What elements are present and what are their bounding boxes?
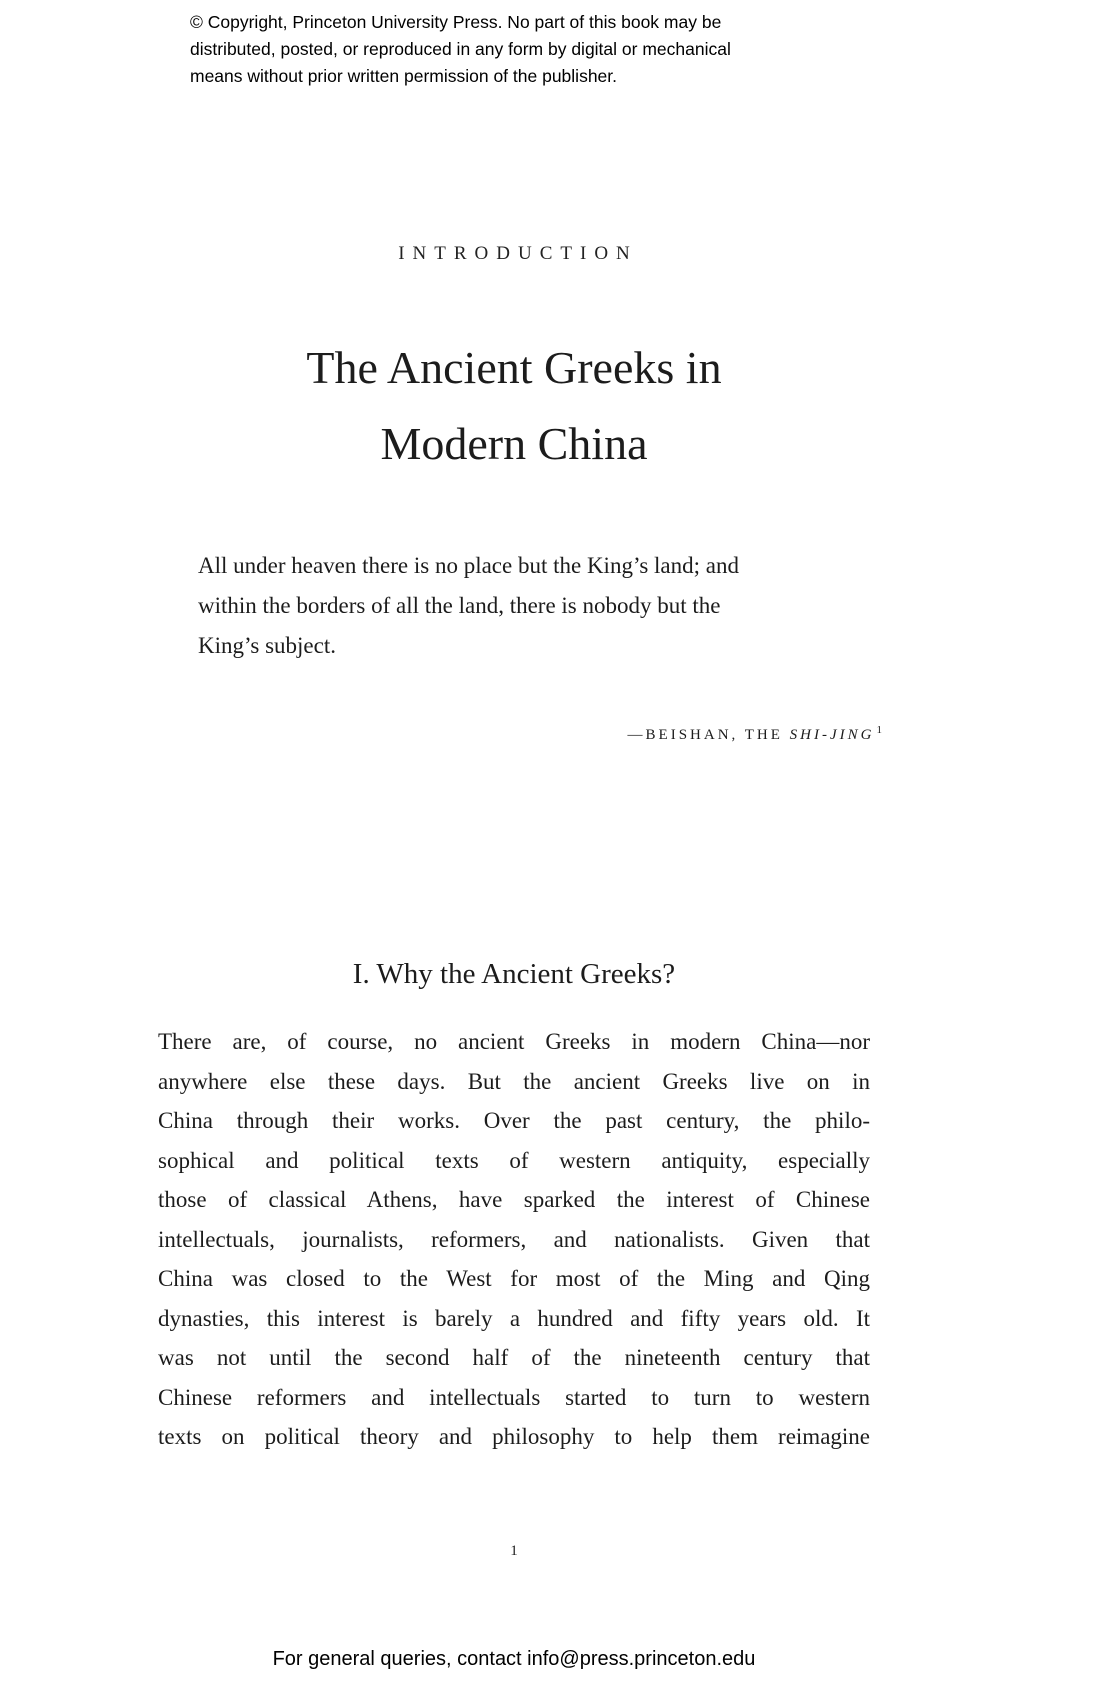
chapter-title-line: The Ancient Greeks in	[306, 342, 722, 393]
copyright-line: means without prior written permission of the publisher.	[190, 66, 618, 86]
body-line: sophical and political texts of western antiquity, especially	[158, 1147, 870, 1173]
copyright-line: distributed, posted, or reproduced in any form by digital or mechanical	[190, 39, 731, 59]
chapter-title	[158, 330, 870, 482]
body-line: those of classical Athens, have sparked the interest of Chinese	[158, 1187, 870, 1212]
page-number: 1	[510, 1543, 518, 1559]
body-line: was not until the second half of the nineteenth century that	[158, 1345, 870, 1370]
section-heading: I. Why the Ancient Greeks?	[352, 958, 676, 990]
chapter-kicker: INTRODUCTION	[398, 243, 638, 264]
attribution-work-title: SHI-JING	[789, 727, 875, 743]
epigraph-line: All under heaven there is no place but the King’s land; and	[198, 553, 739, 578]
body-line: anywhere else these days. But the ancient Greeks live on in	[158, 1068, 870, 1094]
body-line: China through their works. Over the past century, the philo-	[158, 1108, 870, 1133]
body-paragraph	[158, 1022, 870, 1457]
footnote-marker: 1	[876, 724, 882, 736]
body-line: Chinese reformers and intellectuals started to turn to western	[158, 1384, 870, 1410]
chapter-title-line: Modern China	[380, 418, 648, 469]
body-line: dynasties, this interest is barely a hundred and fifty years old. It	[158, 1305, 870, 1331]
body-line: China was closed to the West for most of the Ming and Qing	[158, 1266, 870, 1291]
footer-contact-line: For general queries, contact info@press.princeton.edu	[272, 1648, 756, 1670]
epigraph-line: within the borders of all the land, there is nobody but the	[198, 593, 721, 618]
body-line: texts on political theory and philosophy to help them reimagine	[158, 1424, 870, 1449]
body-line: intellectuals, journalists, reformers, and nationalists. Given that	[158, 1226, 870, 1252]
epigraph-attribution	[198, 724, 882, 744]
copyright-line: © Copyright, Princeton University Press. No part of this book may be	[190, 12, 722, 32]
body-line: There are, of course, no ancient Greeks in modern China—nor	[158, 1029, 870, 1054]
attribution-author: —BEISHAN, THE	[627, 727, 790, 743]
epigraph-line: King’s subject.	[198, 633, 336, 658]
copyright-notice	[190, 9, 920, 90]
epigraph	[198, 546, 853, 666]
